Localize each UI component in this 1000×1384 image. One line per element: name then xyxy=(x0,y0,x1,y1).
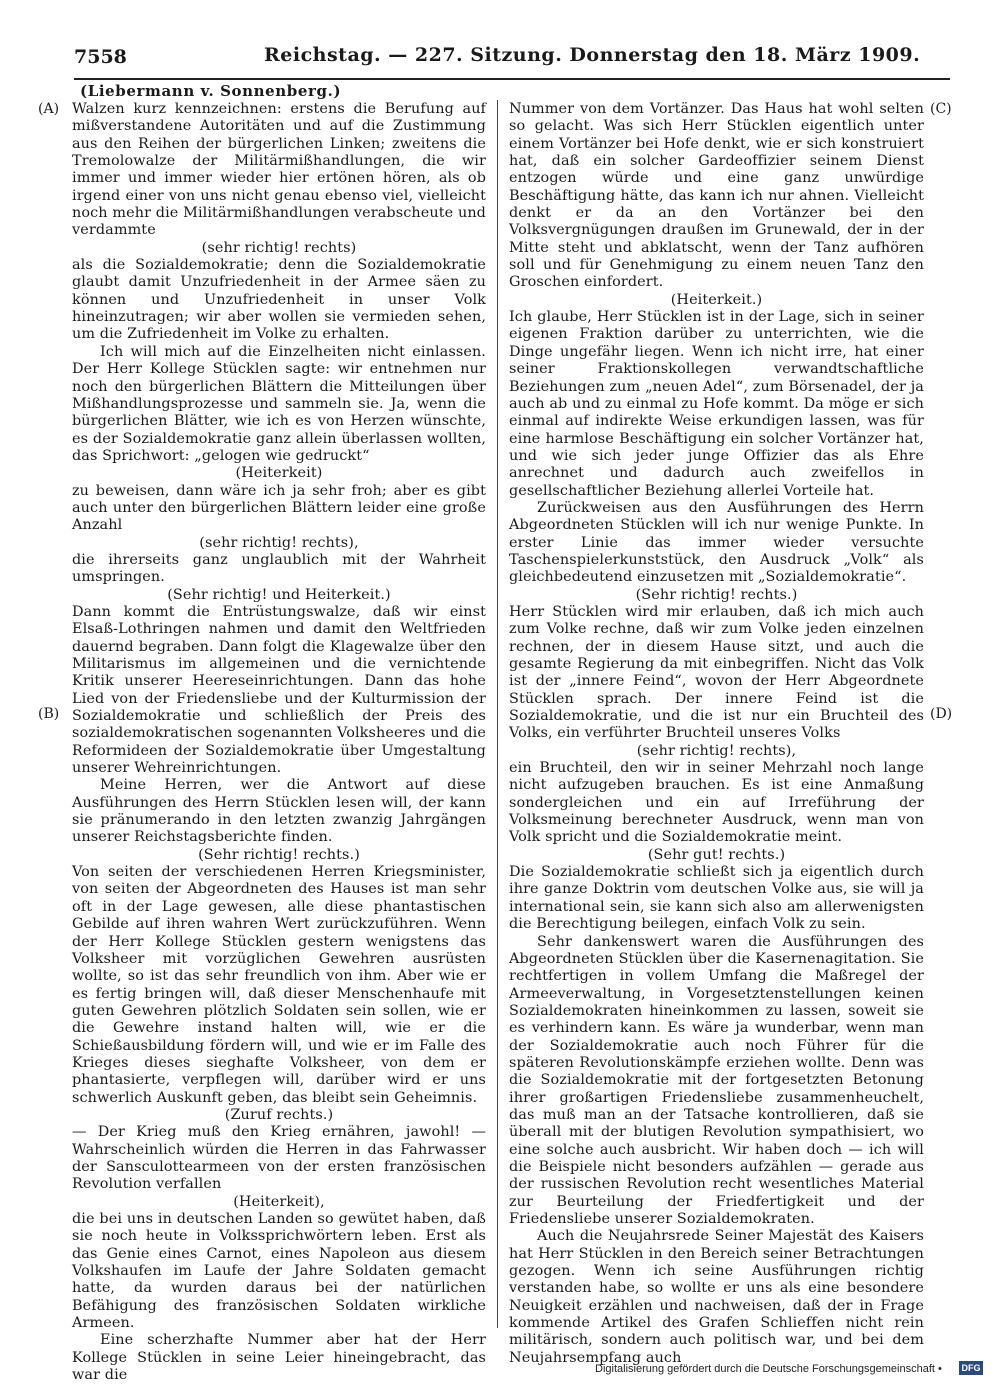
paragraph: ein Bruchteil, den wir in seiner Mehrzahl noch lange nicht aufzugeben brauchen. Es ist eine Anmaßung sondergleichen und ein auf Irreführung der Volksmeinung berechneter Ausdruck, wenn man von Volk spricht und die Sozialdemokratie meint. xyxy=(509,760,924,846)
right-column xyxy=(509,101,924,1366)
page-number: 7558 xyxy=(74,46,127,68)
paragraph: Meine Herren, wer die Antwort auf diese Ausführungen des Herrn Stücklen lesen will, der kann sie pränumerando in den letzten zwanzig Jahrgängen unserer Reichstagsberichte finden. xyxy=(72,777,486,846)
interjection: (sehr richtig! rechts), xyxy=(636,742,797,759)
margin-marker-d: (D) xyxy=(930,706,953,722)
paragraph: Sehr dankenswert waren die Ausführungen des Abgeordneten Stücklen über die Kasernenagitation. Sie rechtfertigen in vollem Umfang die Maßregel der Armeeverwaltung, in Vorgesetztenstellungen keinen Sozialdemokraten hineinkommen zu lassen, soweit sie es verhindern kann. Es wäre ja wunderbar, wenn man der Sozialdemokratie auch noch Führer für die späteren Revolutionskämpfe erziehen wollte. Denn was die Sozialdemokratie mit der fortgesetzten Betonung ihrer großartigen Friedensliebe zusammenheuchelt, das muß man an der Tatsache kontrollieren, daß sie überall mit der blutigen Revolution sympathisiert, wo eine solche auch ausbricht. Wir haben doch — ich will die Beispiele nicht besonders aufzählen — gerade aus der russischen Revolution recht wesentliches Material zur Beurteilung der Friedfertigkeit und der Friedensliebe unserer Sozialdemokraten. xyxy=(509,933,924,1227)
margin-marker-a: (A) xyxy=(38,101,60,117)
paragraph: Die Sozialdemokratie schließt sich ja eigentlich durch ihre ganze Doktrin vom deutschen Volke aus, sie will ja international sein, sie kann sich also am allerwenigsten die Berechtigung beilegen, einfach Volk zu sein. xyxy=(509,864,924,933)
interjection: (Zuruf rechts.) xyxy=(224,1106,334,1123)
interjection: (Heiterkeit) xyxy=(235,465,323,482)
interjection: (Sehr richtig! und Heiterkeit.) xyxy=(167,586,391,603)
page-header xyxy=(74,44,950,74)
digitization-note: Digitalisierung gefördert durch die Deutsche Forschungsgemeinschaft • xyxy=(595,1363,942,1375)
paragraph: Eine scherzhafte Nummer aber hat der Herr Kollege Stücklen in seine Leier hineingebracht, das war die xyxy=(72,1332,486,1384)
paragraph: Von seiten der verschiedenen Herren Kriegsminister, von seiten der Abgeordneten des Hauses ist man sehr oft in der Lage gewesen, alle diese phantastischen Gebilde auf ihren wahren Wert zurückzuführen. Wenn der Herr Kollege Stücklen gestern wenigstens das Volksheer mit vorzüglichen Gewehren ausrüsten wollte, so ist das sehr freundlich von ihm. Aber wie er es fertig bringen will, daß dieser Menschenhaufe mit guten Gewehren plötzlich Soldaten sein sollen, wie er die Gewehre instand halten will, wie er die Schießausbildung fördern will, und wie er im Falle des Krieges dieses sieghafte Volksheer, von dem er phantasierte, verpflegen will, darüber wird er uns schwerlich Auskunft geben, das bleibt sein Geheimnis. xyxy=(72,864,486,1106)
margin-marker-c: (C) xyxy=(930,101,952,117)
speaker-tag: (Liebermann v. Sonnenberg.) xyxy=(80,82,342,100)
paragraph: Auch die Neujahrsrede Seiner Majestät des Kaisers hat Herr Stücklen in den Bereich seiner Betrachtungen gezogen. Wenn ich seine Ausführungen richtig verstanden habe, so wollte er uns als eine besondere Neuigkeit erzählen und nachweisen, daß der in Frage kommende Artikel des Grafen Schlieffen nicht rein militärisch, sondern auch politisch war, und bei dem Neujahrsempfang auch xyxy=(509,1228,924,1366)
interjection: (Heiterkeit), xyxy=(233,1193,325,1210)
paragraph: Nummer von dem Vortänzer. Das Haus hat wohl selten so gelacht. Was sich Herr Stücklen eigentlich unter einem Vortänzer bei Hofe denkt, wie er sich konstruiert hat, daß ein solcher Gardeoffizier seinem Dienst entzogen würde und eine ganz unwürdige Beschäftigung hätte, das kann ich nur ahnen. Vielleicht denkt er da an den Vortänzer bei den Volksvergnügungen draußen im Grunewald, der in der Mitte steht und abklatscht, wenn der Tanz aufhören soll und für Genehmigung zu einem neuen Tanz den Groschen einfordert. xyxy=(509,101,924,291)
paragraph: Zurückweisen aus den Ausführungen des Herrn Abgeordneten Stücklen will ich nur wenige Punkte. In erster Linie das immer wieder versuchte Taschenspielerkunststück, den Ausdruck „Volk“ als gleichbedeutend einzusetzen mit „Sozialdemokratie“. xyxy=(509,499,924,586)
paragraph: Ich will mich auf die Einzelheiten nicht einlassen. Der Herr Kollege Stücklen sagte: wir entnehmen nur noch den bürgerlichen Blättern die Mitteilungen über Mißhandlungsprozesse und sammeln sie. Ja, wenn die bürgerlichen Blätter, wie ich es von Herzen wünschte, es der Sozialdemokratie ganz allein überlassen wollten, das Sprichwort: „gelogen wie gedruckt“ xyxy=(72,343,486,464)
paragraph: Ich glaube, Herr Stücklen ist in der Lage, sich in seiner eigenen Fraktion darüber zu unterrichten, wie die Dinge ungefähr liegen. Wenn ich nicht irre, hat einer seiner Fraktionskollegen verwandtschaftliche Beziehungen zum „neuen Adel“, zum Börsenadel, der ja auch ab und zu einmal zu Hofe kommt. Da möge er sich einmal auf indirekte Weise erkundigen lassen, was für eine harmlose Beschäftigung ein solcher Vortänzer hat, und wie sich jeder junge Offizier das als Ehre anrechnet und dadurch auch zweifellos in gesellschaftlicher Beziehung allerlei Vorteile hat. xyxy=(509,309,924,499)
running-title: Reichstag. — 227. Sitzung. Donnerstag den 18. März 1909. xyxy=(264,44,921,66)
margin-marker-b: (B) xyxy=(38,706,60,722)
interjection: (Heiterkeit.) xyxy=(670,291,763,308)
paragraph: zu beweisen, dann wäre ich ja sehr froh; aber es gibt auch unter den bürgerlichen Blättern leider eine große Anzahl xyxy=(72,482,486,534)
column-divider xyxy=(497,100,498,1328)
header-rule xyxy=(74,78,950,80)
interjection: (sehr richtig! rechts), xyxy=(199,534,359,551)
interjection: (Sehr gut! rechts.) xyxy=(647,846,786,863)
interjection: (sehr richtig! rechts) xyxy=(201,239,357,256)
paragraph: als die Sozialdemokratie; denn die Sozialdemokratie glaubt damit Unzufriedenheit in der Armee säen zu können und Unzufriedenheit in unser Volk hineinzutragen; wir aber wollen sie vermieden sehen, um die Zufriedenheit im Volke zu erhalten. xyxy=(72,257,486,343)
interjection: (Sehr richtig! rechts.) xyxy=(198,846,360,863)
paragraph: Dann kommt die Entrüstungswalze, daß wir einst Elsaß-Lothringen nahmen und damit den Weltfrieden dauernd begraben. Dann folgt die Klagewalze über den Militarismus im allgemeinen und die vernichtende Kritik unserer Heereseinrichtungen. Dann das hohe Lied von der Friedensliebe und der Kulturmission der Sozialdemokratie und schließlich der Preis des sozialdemokratischen sogenannten Volksheeres und die Reformideen der Sozialdemokratie über Umgestaltung unserer Wehreinrichtungen. xyxy=(72,603,486,777)
left-column xyxy=(72,101,486,1384)
paragraph: Walzen kurz kennzeichnen: erstens die Berufung auf mißverstandene Autoritäten und auf die Zustimmung aus den Reihen der bürgerlichen Linken; zweitens die Tremolowalze der Militärmißhandlungen, die wir immer und immer wieder hier ertönen hören, als ob irgend einer von uns nicht genau ebenso viel, vielleicht noch mehr die Militärmißhandlungen verabscheute und verdammte xyxy=(72,101,486,239)
dfg-logo: DFG xyxy=(959,1361,983,1375)
paragraph: die ihrerseits ganz unglaublich mit der Wahrheit umspringen. xyxy=(72,551,486,586)
interjection: (Sehr richtig! rechts.) xyxy=(635,586,798,603)
paragraph: — Der Krieg muß den Krieg ernähren, jawohl! — Wahrscheinlich würden die Herren in das Fahrwasser der Sansculottearmeen von der ersten französischen Revolution verfallen xyxy=(72,1124,486,1193)
paragraph: Herr Stücklen wird mir erlauben, daß ich mich auch zum Volke rechne, daß wir zum Volke jeden einzelnen rechnen, der in diesem Hause sitzt, und auch die gesamte Regierung da mit einbegriffen. Nicht das Volk ist der „innere Feind“, wovon der Herr Abgeordnete Stücklen sprach. Der innere Feind ist die Sozialdemokratie, und die ist nur ein Bruchteil des Volks, ein verführter Bruchteil unseres Volks xyxy=(509,603,924,742)
paragraph: die bei uns in deutschen Landen so gewütet haben, daß sie noch heute in Volkssprichwörtern leben. Erst als das Genie eines Carnot, eines Napoleon aus diesem Volkshaufen im Laufe der Jahre Soldaten gemacht hatte, da wurden daraus bei der natürlichen Befähigung des französischen Soldaten wirkliche Armeen. xyxy=(72,1211,486,1332)
